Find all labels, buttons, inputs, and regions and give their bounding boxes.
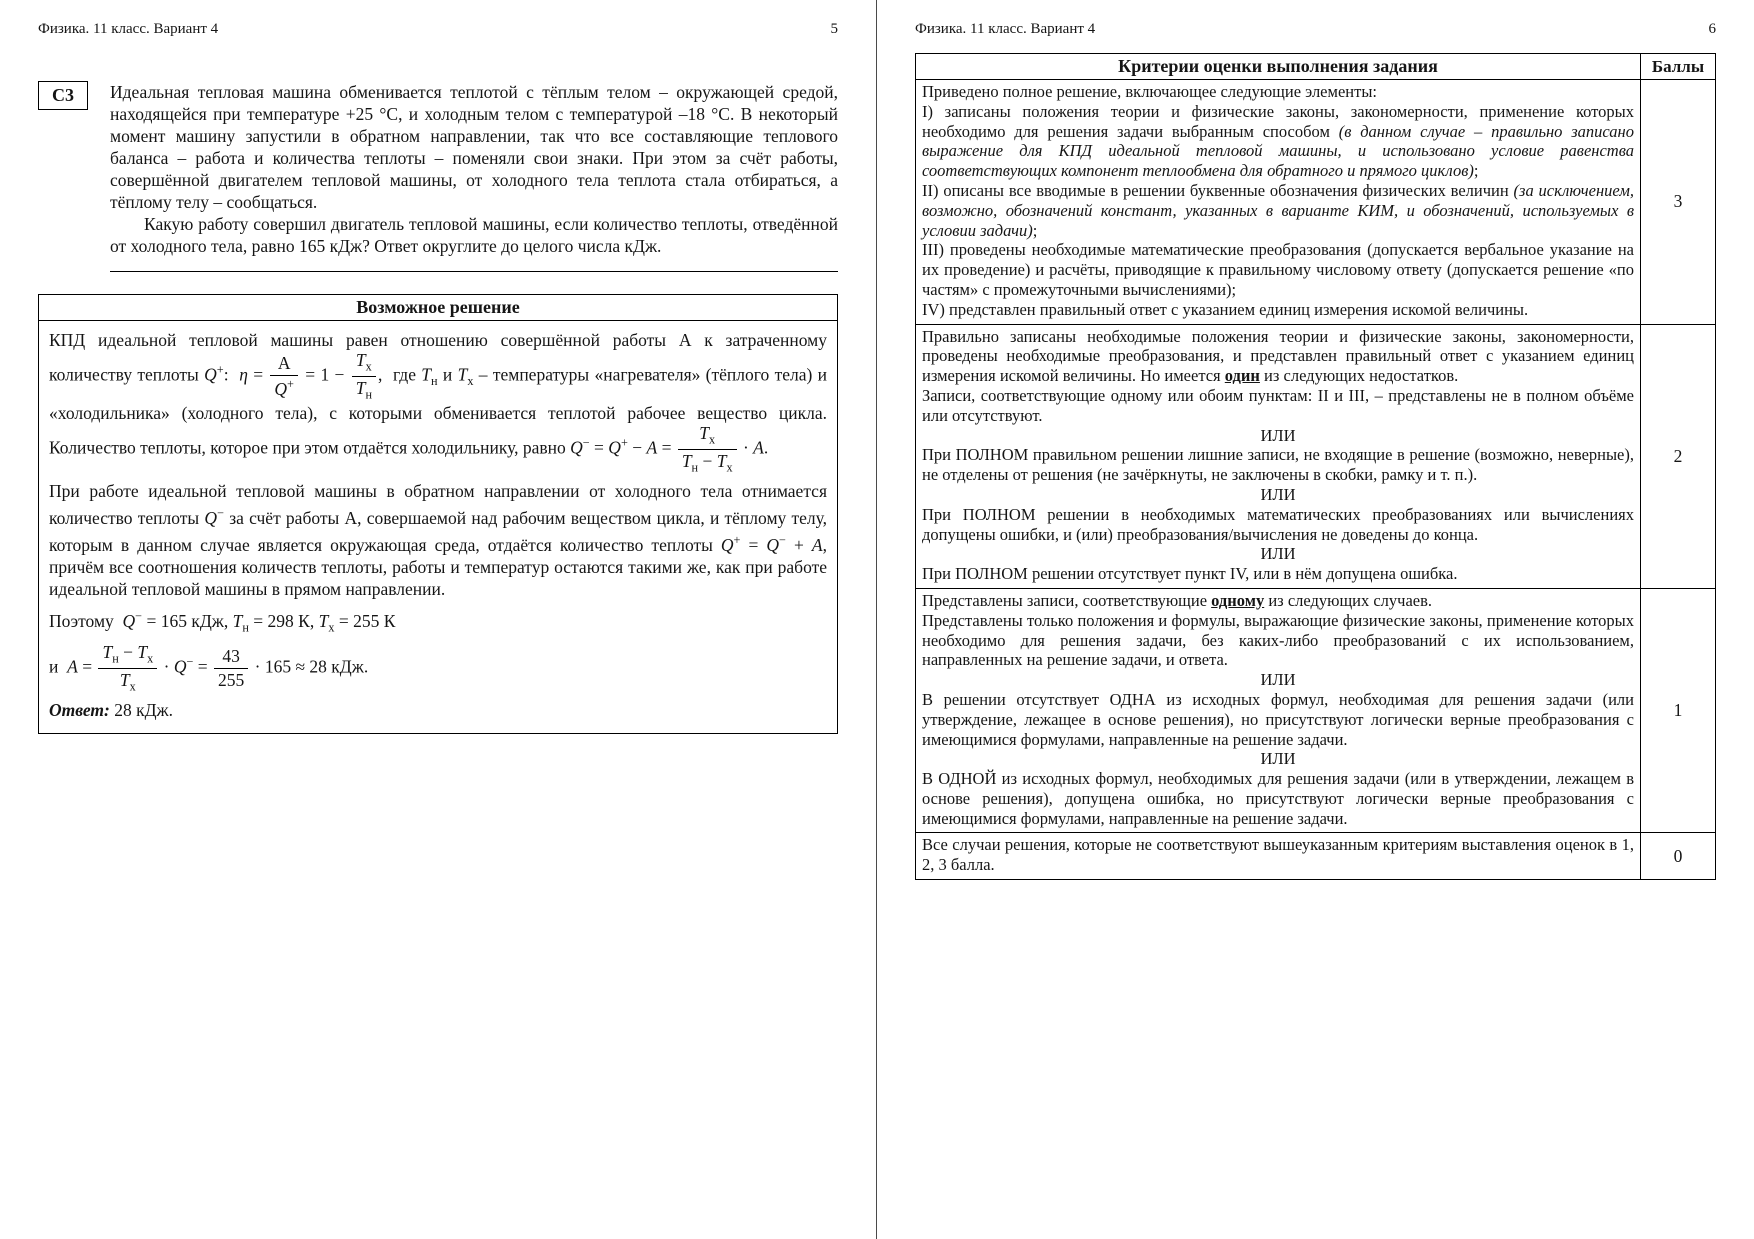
or-separator: ИЛИ <box>1260 749 1296 769</box>
solution-box <box>38 294 838 734</box>
problem-section <box>38 81 838 272</box>
criteria-header-cell: Критерии оценки выполнения задания <box>916 54 1641 80</box>
solution-paragraph: и A = $\frac{T_н - T_х}{T_х}$ · Q− = $\frac{43}{255}$ · 165 ≈ 28 кДж. <box>49 641 369 694</box>
score-cell: 2 <box>1641 324 1716 588</box>
page-6 <box>877 0 1754 1239</box>
criteria-paragraph: При ПОЛНОМ правильном решении лишние записи, не входящие в решение (возможно, неверные), не отделены от решения (не зачёркнуты, не заключены в скобки, рамку и т. п.). <box>922 445 1634 485</box>
solution-answer: Ответ: 28 кДж. <box>49 699 173 720</box>
or-separator: ИЛИ <box>1260 425 1296 445</box>
criteria-row-score-2 <box>916 324 1716 588</box>
score-cell: 1 <box>1641 588 1716 833</box>
page-header-title: Физика. 11 класс. Вариант 4 <box>915 21 1096 37</box>
problem-paragraph: Какую работу совершил двигатель тепловой машины, если количество теплоты, отведённой от холодного тела, равно 165 кДж? Ответ округлите до целого числа кДж. <box>110 214 838 256</box>
criteria-paragraph: Правильно записаны необходимые положения теории и физические законы, закономерности, проведены необходимые преобразования, и представлен правильный ответ с указанием единиц измерения искомой величины. Но имеется один из следующих недостатков. <box>922 326 1634 386</box>
solution-paragraph: При работе идеальной тепловой машины в обратном направлении от холодного тела отнимается количество теплоты Q− за счёт работы А, совершаемой над рабочим веществом цикла, и тёплому телу, которым в данном случае является окружающая среда, отдаётся количество теплоты Q+ = Q− + A, причём все соотношения количеств теплоты, работы и температур остаются такими же, как при работе идеальной тепловой машины в прямом направлении. <box>49 480 828 599</box>
criteria-paragraph: В ОДНОЙ из исходных формул, необходимых для решения задачи (или в утверждении, лежащем в основе решения), допущена ошибка, но присутствуют логически верные преобразования с имеющимися формулами, направленные на решение задачи. <box>922 769 1634 828</box>
criteria-row-score-3 <box>916 80 1716 325</box>
page-header <box>38 20 838 39</box>
criteria-paragraph: Записи, соответствующие одному или обоим пунктам: II и III, – представлены не в полном объёме или отсутствуют. <box>922 385 1634 425</box>
page-number: 5 <box>830 21 838 37</box>
score-cell: 0 <box>1641 833 1716 880</box>
criteria-cell <box>916 324 1641 588</box>
page-header <box>915 20 1716 39</box>
solution-paragraph: Поэтому Q− = 165 кДж, $T_н = 298$ К, $T_х = 255$ К <box>49 608 396 634</box>
criteria-row-score-0 <box>916 833 1716 880</box>
criteria-table <box>915 53 1716 880</box>
criteria-paragraph: Все случаи решения, которые не соответствуют вышеуказанным критериям выставления оценок в 1, 2, 3 балла. <box>922 835 1634 875</box>
criteria-paragraph: Приведено полное решение, включающее следующие элементы: <box>922 82 1377 101</box>
criteria-paragraph: Представлены записи, соответствующие одному из следующих случаев. <box>922 590 1433 610</box>
page-number: 6 <box>1708 21 1716 37</box>
solution-body <box>39 321 837 733</box>
criteria-paragraph: При ПОЛНОМ решении в необходимых математических преобразованиях или вычислениях допущены ошибки, и (или) преобразования/вычисления не доведены до конца. <box>922 504 1634 544</box>
criteria-paragraph: IV) представлен правильный ответ с указанием единиц измерения искомой величины. <box>922 299 1529 319</box>
criteria-paragraph: В решении отсутствует ОДНА из исходных формул, необходимая для решения задачи (или утверждение, лежащее в основе решения), но присутствуют логически верные преобразования с имеющимися формулами, направленные на решение задачи. <box>922 689 1634 749</box>
or-separator: ИЛИ <box>1260 544 1296 564</box>
problem-paragraph: Идеальная тепловая машина обменивается теплотой с тёплым телом – окружающей средой, находящейся при температуре +25 °С, и холодным телом с температурой –18 °С. В некоторый момент машину запустили в обратном направлении, так что все составляющие теплового баланса – работа и количества теплоты – поменяли свои знаки. При этом за счёт работы, совершённой двигателем тепловой машины, от холодного тела теплота стала отбираться, а тёплому телу – сообщаться. <box>110 82 838 212</box>
or-separator: ИЛИ <box>1260 670 1296 690</box>
criteria-paragraph: I) записаны положения теории и физические законы, закономерности, применение которых необходимо для решения задачи выбранным способом (в данном случае – правильно записано выражение для КПД идеальной тепловой машины, и использовано условие равенства соответствующих компонент теплообмена для обратного и прямого циклов); <box>922 101 1634 181</box>
criteria-paragraph: II) описаны все вводимые в решении буквенные обозначения физических величин (за исключением, возможно, обозначений констант, указанных в варианте КИМ, и обозначений, используемых в условии задачи); <box>922 180 1634 240</box>
score-cell: 3 <box>1641 80 1716 325</box>
page-header-title: Физика. 11 класс. Вариант 4 <box>38 21 219 37</box>
problem-label-box <box>38 81 88 110</box>
or-separator: ИЛИ <box>1260 484 1296 504</box>
problem-text <box>110 81 838 272</box>
problem-label: С3 <box>52 85 74 105</box>
solution-paragraph: КПД идеальной тепловой машины равен отношению совершённой работы А к затраченному количеству теплоты Q+: η = $\frac{А}{Q^+}$ = 1 − $\frac{T_х}{T_н}$ , где $T_н$ и $T_х$ – температуры «нагревателя» (тёплого тела) и «холодильника» (холодного тела), с которыми обменивается теплотой рабочее вещество цикла. Количество теплоты, которое при этом отдаётся холодильнику, равно Q− = Q+ − A = $\frac{T_х}{T_н - T_х}$ · A. <box>49 330 827 475</box>
criteria-paragraph: При ПОЛНОМ решении отсутствует пункт IV, или в нём допущена ошибка. <box>922 564 1458 584</box>
criteria-cell <box>916 80 1641 325</box>
criteria-cell <box>916 588 1641 833</box>
criteria-row-score-1 <box>916 588 1716 833</box>
criteria-paragraph: Представлены только положения и формулы, выражающие физические законы, применение которых необходимо для решения задачи, без каких-либо преобразований с их использованием, направленных на решение задачи, и ответа. <box>922 610 1634 670</box>
criteria-cell <box>916 833 1641 880</box>
criteria-header-row <box>916 54 1716 80</box>
criteria-paragraph: III) проведены необходимые математические преобразования (допускается вербальное указание на их проведение) и расчёты, приводящие к правильному числовому ответу (допускается решение «по частям» с промежуточными вычислениями); <box>922 240 1634 299</box>
score-header-cell: Баллы <box>1641 54 1716 80</box>
solution-title: Возможное решение <box>39 295 837 321</box>
